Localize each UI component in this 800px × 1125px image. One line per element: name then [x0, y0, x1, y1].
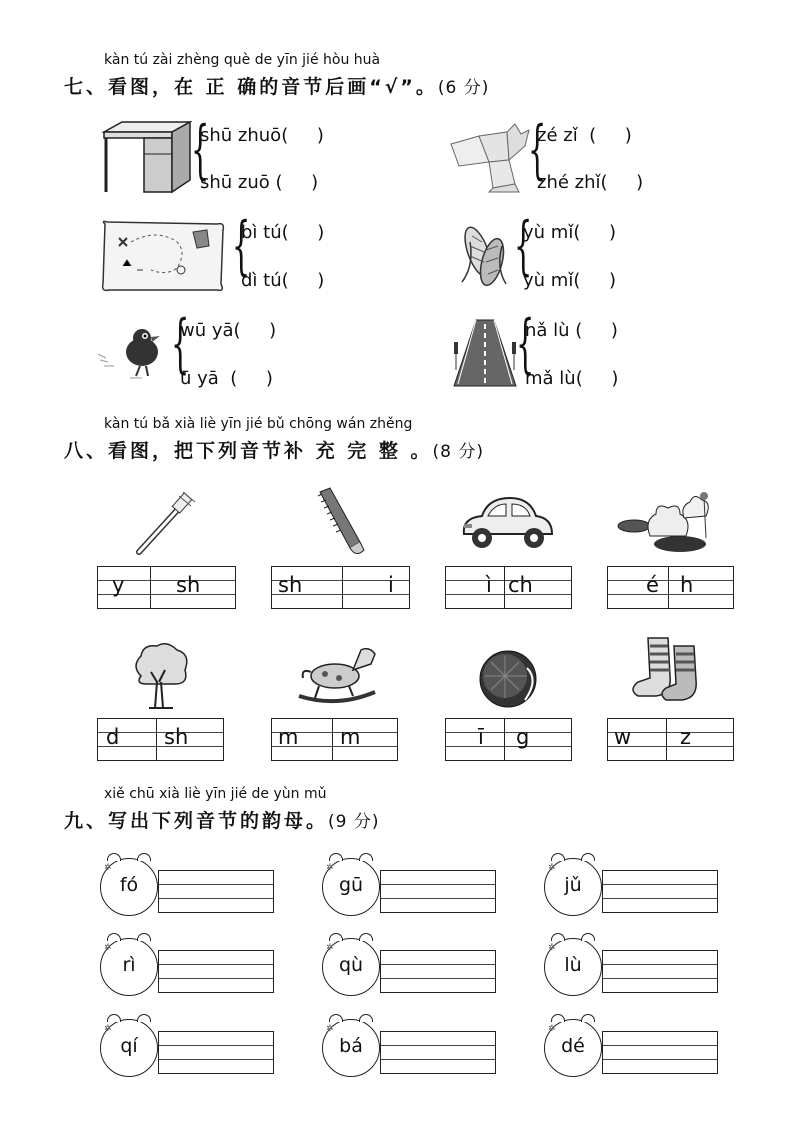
- option-text: zé zǐ ( ): [537, 125, 632, 146]
- answer-lines[interactable]: [158, 950, 274, 993]
- brace: {: [232, 209, 251, 283]
- option-text: bì tú( ): [241, 222, 325, 243]
- section8-pinyin: kàn tú bǎ xià liè yīn jié bǔ chōng wán zhěng: [104, 416, 413, 432]
- brace: {: [514, 209, 533, 283]
- syllable-text: dé: [561, 1035, 585, 1057]
- grid-text-left: sh: [278, 573, 303, 597]
- section7-title: 七、看图，在 正 确的音节后画“√”。(6 分): [64, 76, 490, 98]
- pinyin-grid: [445, 718, 572, 761]
- grid-text-left: m: [278, 725, 299, 749]
- option-text: nǎ lù ( ): [525, 320, 618, 341]
- grid-text-left: w: [614, 725, 632, 749]
- grid-text-left: é: [646, 573, 659, 597]
- grid-text-right: g: [516, 725, 530, 749]
- syllable-text: fó: [119, 874, 139, 896]
- answer-lines[interactable]: [602, 1031, 718, 1074]
- syllable-circle: ✲ lù: [544, 938, 602, 996]
- section9-title: 九、写出下列音节的韵母。(9 分): [64, 810, 380, 832]
- grid-text-right: sh: [164, 725, 189, 749]
- toothbrush-icon: [135, 490, 197, 556]
- answer-lines[interactable]: [380, 950, 496, 993]
- pinyin-grid: [607, 718, 734, 761]
- grid-text-right: sh: [176, 573, 201, 597]
- watermelon-icon: [477, 648, 539, 710]
- option-text: shū zuō ( ): [200, 172, 319, 193]
- map-icon: [97, 218, 229, 294]
- option-text: wū yā( ): [180, 320, 277, 341]
- rocking-horse-icon: [295, 642, 381, 706]
- brace: {: [191, 113, 210, 187]
- road-icon: [452, 318, 518, 388]
- section8-title: 八、看图，把下列音节补 充 完 整 。(8 分): [64, 440, 484, 462]
- grid-text-right: z: [680, 725, 692, 749]
- origami-fox-icon: [449, 122, 531, 194]
- grid-text-right: m: [340, 725, 361, 749]
- grid-text-left: ī: [478, 725, 484, 749]
- answer-lines[interactable]: [602, 950, 718, 993]
- option-text: yù mǐ( ): [523, 222, 616, 243]
- crow-icon: [96, 324, 170, 384]
- syllable-circle: ✲ qí: [100, 1019, 158, 1077]
- syllable-text: bá: [339, 1035, 363, 1057]
- section9-pinyin: xiě chū xià liè yīn jié de yùn mǔ: [104, 786, 327, 802]
- desk-icon: [100, 120, 192, 196]
- syllable-circle: ✲ bá: [322, 1019, 380, 1077]
- grid-text-left: ì: [486, 573, 492, 597]
- option-text: ū yā ( ): [180, 368, 273, 389]
- pinyin-grid: [445, 566, 572, 609]
- answer-lines[interactable]: [602, 870, 718, 913]
- corn-icon: [456, 222, 514, 288]
- syllable-text: lù: [564, 954, 582, 976]
- syllable-text: gū: [338, 874, 364, 896]
- lotus-icon: [614, 488, 718, 554]
- grid-text-left: y: [112, 573, 125, 597]
- section7-pinyin: kàn tú zài zhèng què de yīn jié hòu huà: [104, 52, 381, 68]
- syllable-circle: ✲ gū: [322, 858, 380, 916]
- grid-text-right: i: [388, 573, 394, 597]
- syllable-circle: ✲ jǔ: [544, 858, 602, 916]
- option-text: mǎ lù( ): [525, 368, 619, 389]
- pinyin-grid: [271, 566, 410, 609]
- brace: {: [516, 307, 535, 381]
- option-text: yù mǐ( ): [523, 270, 616, 291]
- syllable-circle: ✲ rì: [100, 938, 158, 996]
- syllable-text: jǔ: [564, 874, 582, 896]
- pinyin-grid: [97, 566, 236, 609]
- answer-lines[interactable]: [380, 1031, 496, 1074]
- car-icon: [458, 490, 556, 554]
- syllable-circle: ✲ fó: [100, 858, 158, 916]
- comb-icon: [316, 486, 368, 558]
- pinyin-grid: [271, 718, 398, 761]
- option-text: shū zhuō( ): [200, 125, 324, 146]
- answer-lines[interactable]: [158, 1031, 274, 1074]
- syllable-circle: ✲ dé: [544, 1019, 602, 1077]
- option-text: dì tú( ): [241, 270, 325, 291]
- answer-lines[interactable]: [158, 870, 274, 913]
- pinyin-grid: [97, 718, 224, 761]
- socks-icon: [630, 634, 702, 702]
- pinyin-grid: [607, 566, 734, 609]
- syllable-text: rì: [122, 954, 136, 976]
- grid-text-left: d: [106, 725, 120, 749]
- grid-text-right: ch: [508, 573, 533, 597]
- answer-lines[interactable]: [380, 870, 496, 913]
- brace: {: [528, 113, 547, 187]
- tree-icon: [131, 642, 191, 710]
- syllable-text: qù: [338, 954, 364, 976]
- syllable-circle: ✲ qù: [322, 938, 380, 996]
- syllable-text: qí: [120, 1035, 138, 1057]
- option-text: zhé zhǐ( ): [537, 172, 644, 193]
- brace: {: [171, 307, 190, 381]
- grid-text-right: h: [680, 573, 694, 597]
